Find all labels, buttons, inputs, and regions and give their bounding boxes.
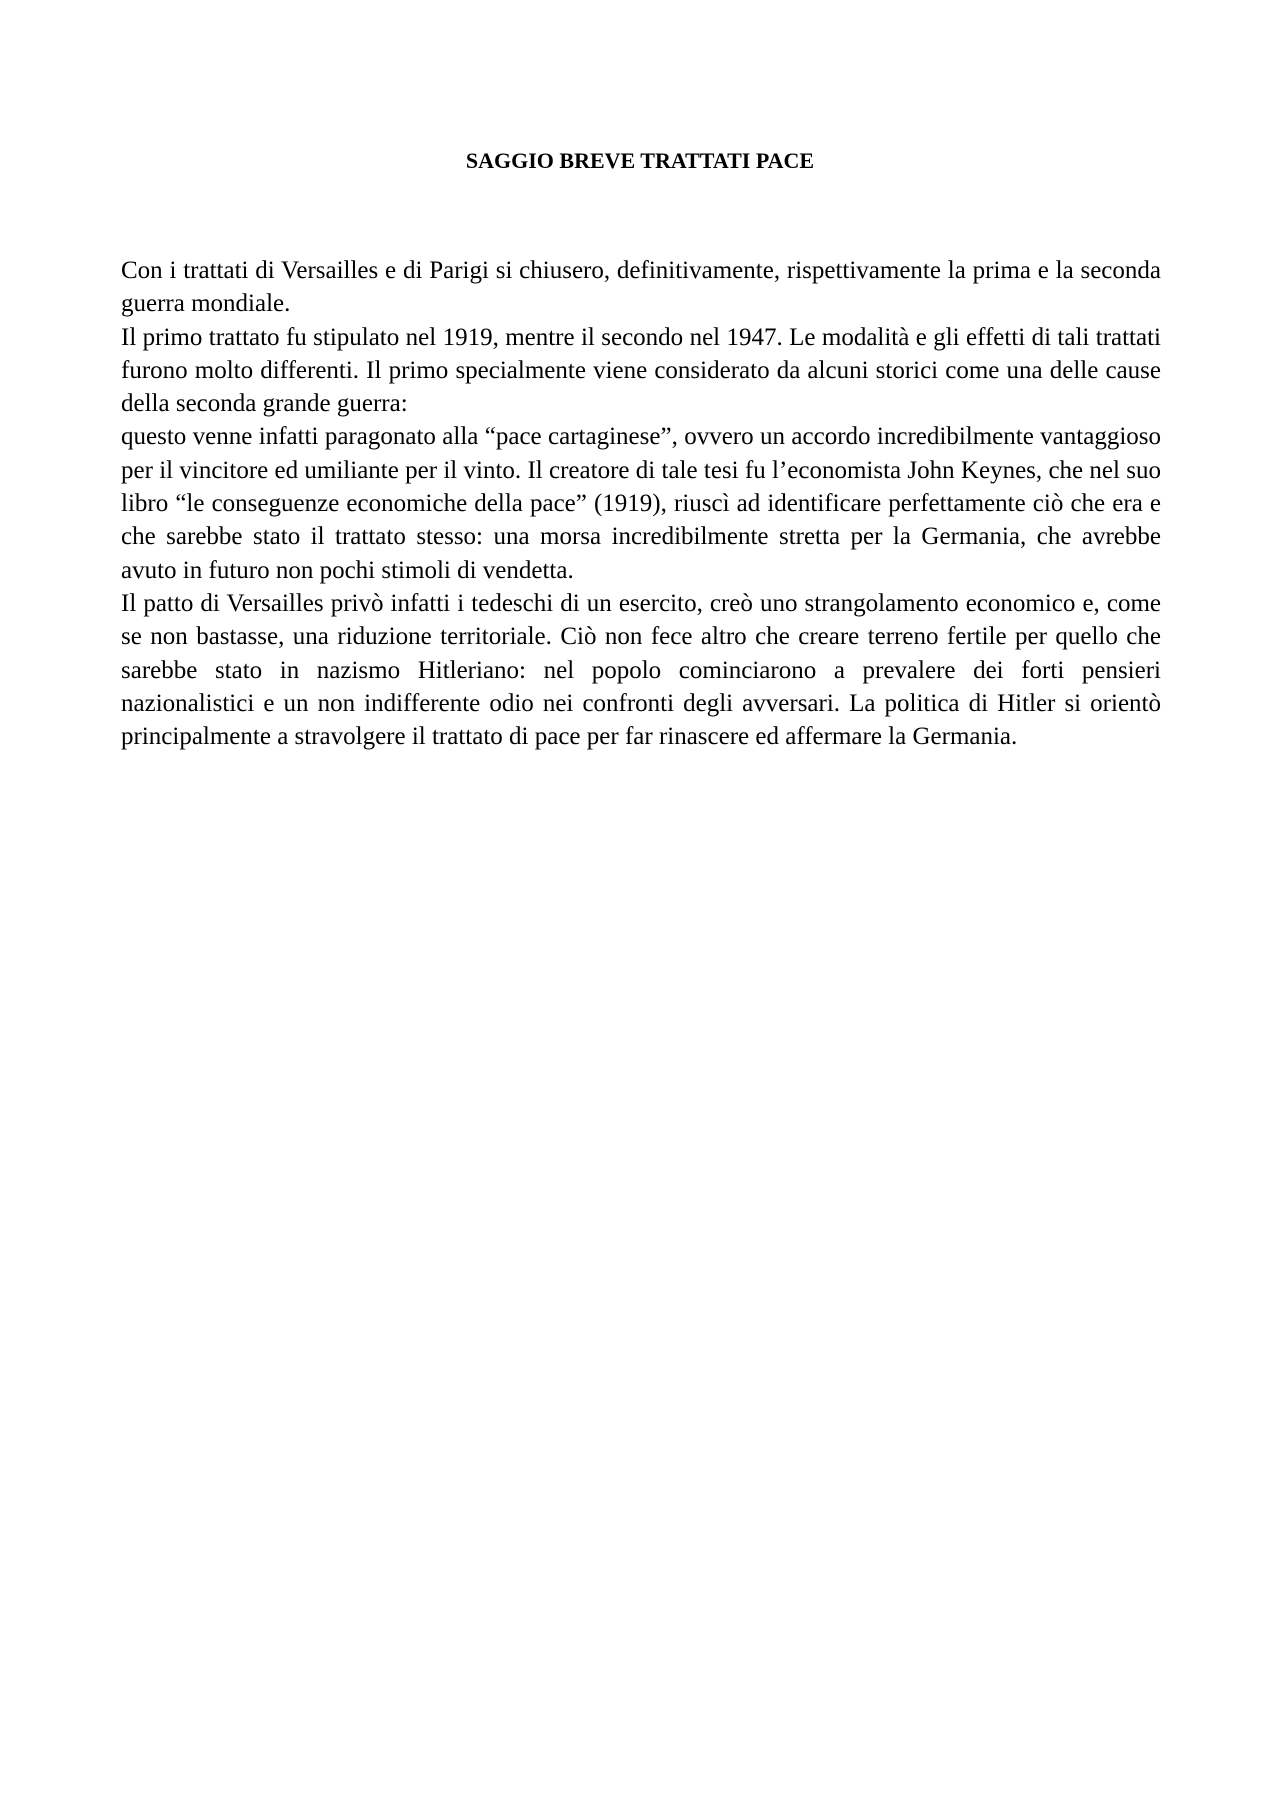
body-paragraph: Il patto di Versailles privò infatti i tedeschi di un esercito, creò uno strangolamento economico e, come se non bastasse, una riduzione territoriale. Ciò non fece altro che creare terreno fertile per quello che sarebbe stato in nazismo Hitleriano: nel popolo cominciarono a prevalere dei forti pensieri nazionalistici e un non indifferente odio nei confronti degli avversari. La politica di Hitler si orientò principalmente a stravolgere il trattato di pace per far rinascere ed affermare la Germania. (121, 589, 1161, 751)
body-paragraph: Il primo trattato fu stipulato nel 1919, mentre il secondo nel 1947. Le modalità e gli effetti di tali trattati furono molto differenti. Il primo specialmente viene considerato da alcuni storici come una delle cause della seconda grande guerra: (121, 323, 1161, 418)
document-title: SAGGIO BREVE TRATTATI PACE (465, 148, 815, 173)
body-paragraph: Con i trattati di Versailles e di Parigi si chiusero, definitivamente, rispettivamente la prima e la seconda guerra mondiale. (121, 257, 1161, 318)
body-paragraph: questo venne infatti paragonato alla “pace cartaginese”, ovvero un accordo incredibilmente vantaggioso per il vincitore ed umiliante per il vinto. Il creatore di tale tesi fu l’economista John Keynes, che nel suo libro “le conseguenze economiche della pace” (1919), riuscì ad identificare perfettamente ciò che era e che sarebbe stato il trattato stesso: una morsa incredibilmente stretta per la Germania, che avrebbe avuto in futuro non pochi stimoli di vendetta. (121, 423, 1161, 584)
document-body (121, 254, 1161, 753)
